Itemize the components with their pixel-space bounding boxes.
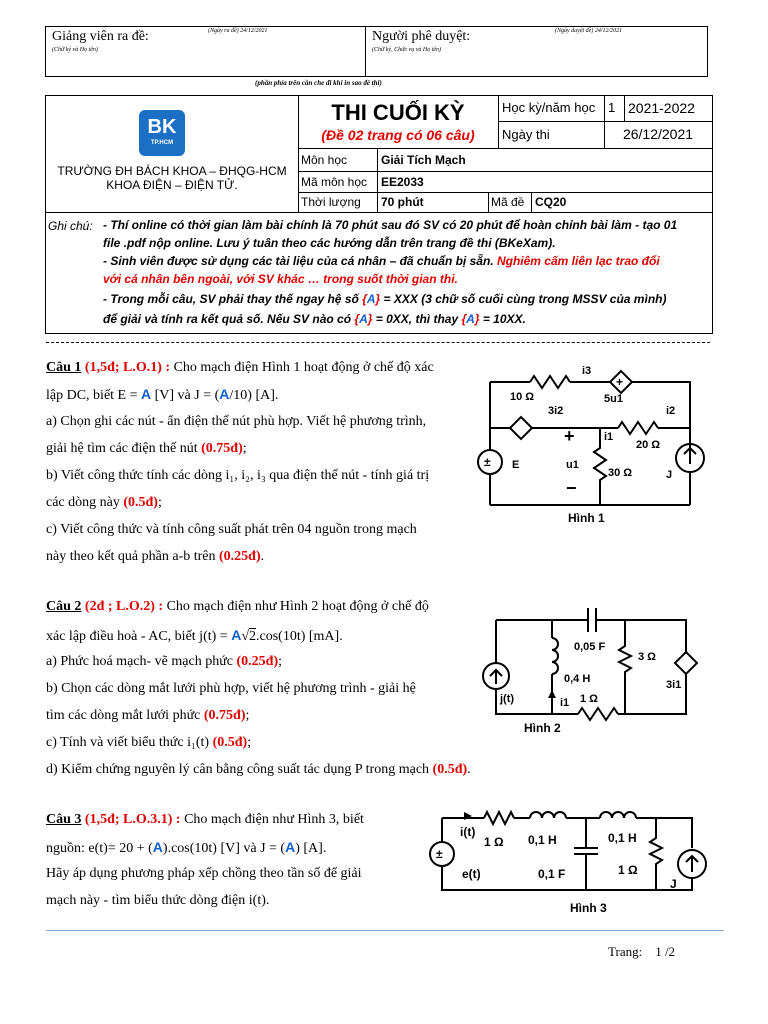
fig3-caption: Hình 3 xyxy=(570,901,607,915)
exam-code-value: CQ20 xyxy=(535,195,567,209)
approver-label: Người phê duyệt: xyxy=(372,29,471,44)
note-3b: để giải và tính ra kết quả số. Nếu SV nào có {A} = 0XX, thì thay {A} = 10XX. xyxy=(103,312,526,326)
cover-note: (phần phía trên cần che đi khi in sao đề thi) xyxy=(255,79,382,87)
fig1-J: J xyxy=(666,469,673,481)
date-label: Ngày thi xyxy=(502,127,550,142)
svg-text:±: ± xyxy=(484,455,491,469)
fig2-jt: j(t) xyxy=(500,693,515,705)
fig1-i1: i1 xyxy=(604,431,614,443)
notes xyxy=(103,216,677,328)
approver-sign: (Chữ ký, Chức vụ và Họ tên) xyxy=(372,47,442,53)
fig3-l2: 0,1 H xyxy=(608,831,637,845)
fig3-r2: 1 Ω xyxy=(618,863,638,877)
fig1-dep1: 5u1 xyxy=(604,393,623,405)
fig2-dep: 3i1 xyxy=(666,679,682,691)
subject-label: Môn học xyxy=(301,153,348,167)
fig3-c: 0,1 F xyxy=(538,867,566,881)
footer-rule xyxy=(46,930,724,931)
fig2-i1: i1 xyxy=(560,697,570,709)
date-approved: (Ngày duyệt đề) 24/12/2021 xyxy=(555,28,623,34)
fig1-r10: 10 Ω xyxy=(510,391,535,403)
fig2-c: 0,05 F xyxy=(574,641,606,653)
page-number: Trang: 1 /2 xyxy=(608,944,676,959)
fig3-it: i(t) xyxy=(460,825,476,839)
fig1-u1: u1 xyxy=(566,459,579,471)
duration-label: Thời lượng xyxy=(301,195,361,209)
fig2-r3: 3 Ω xyxy=(638,651,656,663)
code-value: EE2033 xyxy=(381,175,424,189)
note-2a: - Sinh viên được sử dụng các tài liệu của cá nhân – đã chuẩn bị sẵn. Nghiêm cấm liên lạc trao đổi xyxy=(103,254,660,268)
svg-text:+: + xyxy=(616,375,624,389)
code-label: Mã môn học xyxy=(301,175,368,189)
fig1-dep2: 3i2 xyxy=(548,405,564,417)
date-value: 26/12/2021 xyxy=(622,126,694,142)
year-value: 2021-2022 xyxy=(628,100,695,116)
svg-text:±: ± xyxy=(436,847,443,861)
fig1-caption: Hình 1 xyxy=(568,511,605,525)
fig3-et: e(t) xyxy=(462,867,481,881)
figure-1-circuit xyxy=(470,360,720,530)
fig1-r20: 20 Ω xyxy=(636,439,661,451)
exam-title: THI CUỐI KỲ xyxy=(331,100,465,125)
lecturer-sign: (Chữ ký và Họ tên) xyxy=(52,47,98,53)
note-2b: với cá nhân bên ngoài, với SV khác … trong suốt thời gian thi. xyxy=(103,272,458,286)
exam-subtitle: (Đề 02 trang có 06 câu) xyxy=(321,127,475,143)
notes-label: Ghi chú: xyxy=(48,219,93,233)
fig3-r1: 1 Ω xyxy=(484,835,504,849)
term-value: 1 xyxy=(608,100,616,115)
note-3a: - Trong mỗi câu, SV phải thay thế ngay hệ số {A} = XXX (3 chữ số cuối cùng trong MSSV của mình) xyxy=(103,292,667,306)
duration-value: 70 phút xyxy=(381,195,424,209)
term-label: Học kỳ/năm học xyxy=(502,100,596,115)
lecturer-label: Giảng viên ra đề: xyxy=(52,29,149,44)
fig3-l1: 0,1 H xyxy=(528,833,557,847)
fig1-plus: + xyxy=(564,426,575,446)
school-name: TRƯỜNG ĐH BÁCH KHOA – ĐHQG-HCM xyxy=(57,164,287,178)
fig3-J: J xyxy=(670,877,677,891)
figure-3-circuit xyxy=(420,808,720,916)
school-logo: BK TP.HCM xyxy=(139,110,185,156)
fig2-l: 0,4 H xyxy=(564,673,591,685)
fig1-E: E xyxy=(512,459,520,471)
date-made: (Ngày ra đề) 24/12/2021 xyxy=(208,28,268,34)
fig1-i2: i2 xyxy=(666,405,676,417)
fig2-caption: Hình 2 xyxy=(524,721,561,735)
faculty-name: KHOA ĐIỆN – ĐIỆN TỬ. xyxy=(106,178,238,192)
dashed-separator xyxy=(46,342,710,343)
fig1-minus: − xyxy=(566,478,577,498)
fig2-r1: 1 Ω xyxy=(580,693,598,705)
fig1-r30: 30 Ω xyxy=(608,467,633,479)
subject-value: Giải Tích Mạch xyxy=(381,153,466,167)
fig1-i3: i3 xyxy=(582,365,592,377)
note-1b: file .pdf nộp online. Lưu ý tuân theo các hướng dẫn trên trang đề thi (BKeXam). xyxy=(103,236,556,250)
note-1a: - Thí online có thời gian làm bài chính là 70 phút sau đó SV có 20 phút để hoàn chỉnh bài làm - tạo 01 xyxy=(103,218,678,232)
exam-code-label: Mã đề xyxy=(491,195,525,209)
figure-2-circuit xyxy=(470,598,710,738)
